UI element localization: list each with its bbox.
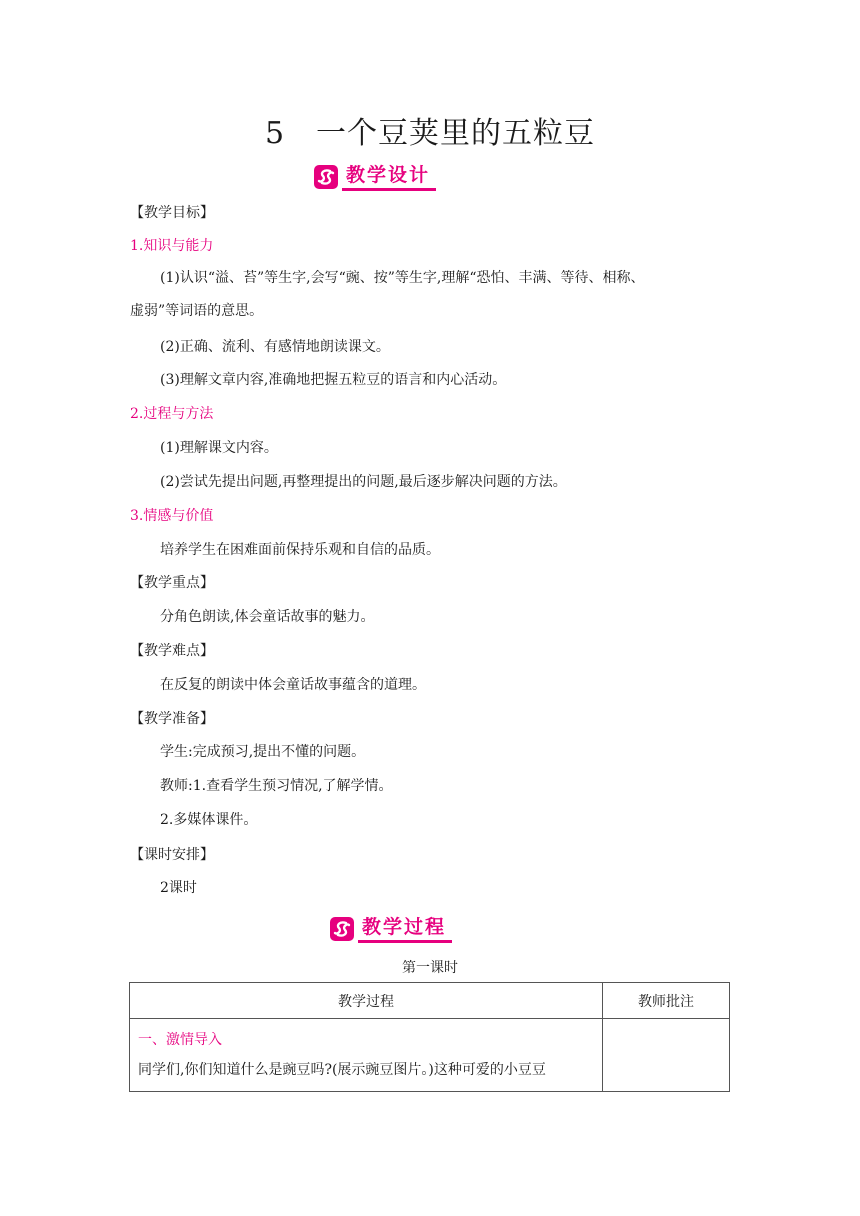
column-header-notes: 教师批注: [603, 983, 730, 1019]
objective-item: (1)认识“溢、苔”等生字,会写“豌、按”等生字,理解“恐怕、丰满、等待、相称、: [160, 270, 645, 286]
badge-label: 教学设计: [342, 163, 436, 191]
section-badge-process: [330, 914, 452, 944]
objective-section-title: 3.情感与价值: [130, 508, 214, 524]
preparation-heading: 【教学准备】: [130, 711, 214, 727]
badge-label: 教学过程: [358, 915, 452, 943]
objective-item: (3)理解文章内容,准确地把握五粒豆的语言和内心活动。: [160, 372, 507, 388]
objective-item: (2)正确、流利、有感情地朗读课文。: [160, 339, 390, 355]
difficulties-text: 在反复的朗读中体会童话故事蕴含的道理。: [160, 677, 426, 693]
objective-item: 培养学生在困难面前保持乐观和自信的品质。: [160, 542, 440, 558]
key-points-text: 分角色朗读,体会童话故事的魅力。: [160, 609, 375, 625]
objectives-heading: 【教学目标】: [130, 205, 214, 221]
objective-item: 虚弱”等词语的意思。: [130, 303, 264, 319]
key-points-heading: 【教学重点】: [130, 575, 214, 591]
objective-item: (1)理解课文内容。: [160, 440, 278, 456]
column-header-process: 教学过程: [130, 983, 603, 1019]
table-header-row: [130, 983, 730, 1019]
objective-section-title: 2.过程与方法: [130, 406, 214, 422]
lesson-process-table: [129, 982, 730, 1092]
process-section-title: 一、激情导入: [138, 1032, 222, 1048]
swirl-logo-icon: [314, 165, 338, 189]
schedule-heading: 【课时安排】: [130, 847, 214, 863]
process-text: 同学们,你们知道什么是豌豆吗?(展示豌豆图片。)这种可爱的小豆豆: [138, 1062, 546, 1078]
table-row: [130, 1019, 730, 1092]
objective-item: (2)尝试先提出问题,再整理提出的问题,最后逐步解决问题的方法。: [160, 474, 567, 490]
page-title: 5 一个豆荚里的五粒豆: [264, 116, 596, 151]
lesson-label: 第一课时: [402, 960, 458, 976]
objective-section-title: 1.知识与能力: [130, 238, 214, 254]
swirl-logo-icon: [330, 917, 354, 941]
section-badge-design: [314, 162, 436, 192]
difficulties-heading: 【教学难点】: [130, 643, 214, 659]
schedule-text: 2课时: [160, 880, 197, 896]
preparation-item: 2.多媒体课件。: [160, 812, 258, 828]
preparation-item: 学生:完成预习,提出不懂的问题。: [160, 744, 366, 760]
preparation-item: 教师:1.查看学生预习情况,了解学情。: [160, 778, 393, 794]
process-cell: [130, 1019, 603, 1092]
notes-cell[interactable]: [603, 1019, 730, 1092]
